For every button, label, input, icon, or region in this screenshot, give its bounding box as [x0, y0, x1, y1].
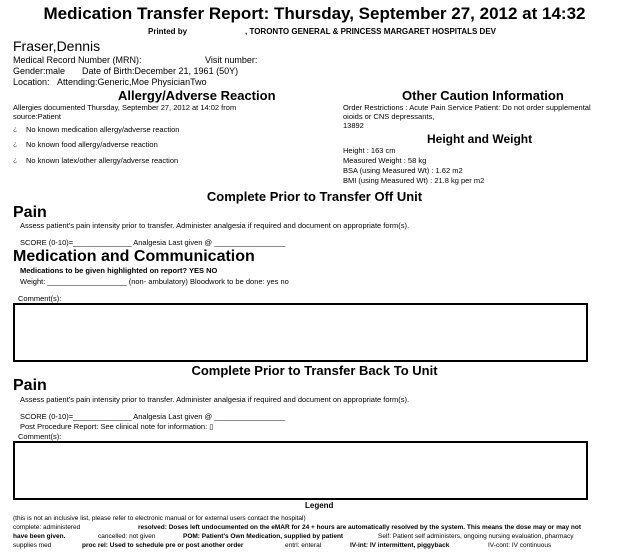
bullet-icon: ¿ [13, 126, 18, 133]
patient-gender: Gender:male [13, 66, 66, 76]
pain-instruction: Assess patient's pain intensity prior to transfer. Administer analgesia if required and document on appropriate form(s). [20, 221, 410, 230]
legend-complete: complete: administered [13, 524, 81, 531]
legend-cancelled: cancelled: not given [98, 533, 156, 540]
allergy-item: No known medication allergy/adverse reaction [26, 125, 180, 134]
pain-instruction: Assess patient's pain intensity prior to transfer. Administer analgesia if required and document on appropriate form(s). [20, 395, 410, 404]
caution-line2: oioids or CNS depressants, [343, 112, 435, 121]
weight-value: Measured Weight : 58 kg [343, 156, 427, 165]
height-value: Height : 163 cm [343, 146, 396, 155]
legend-note: (this is not an inclusive list, please refer to electronic manual or for external users contact the hospital) [13, 515, 306, 522]
patient-name: Fraser,Dennis [13, 38, 101, 54]
pain-score-line: SCORE (0-10)=______________ Analgesia Last given @ _________________ [20, 412, 286, 421]
legend-given: have been given. [13, 533, 66, 540]
mrn-label: Medical Record Number (MRN): [13, 55, 142, 65]
report-title: Medication Transfer Report: Thursday, September 27, 2012 at 14:32 [43, 4, 586, 23]
legend-entrl: entrl: enteral [285, 542, 322, 549]
caution-line3: 13892 [343, 121, 364, 130]
comments-label: Comment(s): [18, 432, 62, 441]
legend-resolved: resolved: Doses left undocumented on the eMAR for 24 + hours are automatically resolved by the system. This means the dose may or may not [138, 524, 582, 531]
pain-heading: Pain [13, 377, 47, 394]
legend-heading: Legend [305, 501, 334, 510]
printed-by-label: Printed by [148, 27, 188, 36]
legend-proc-rel: proc rel: Used to schedule pre or post another order [82, 542, 244, 549]
attending-physician: Attending:Generic,Moe PhysicianTwo [57, 77, 207, 87]
medications-highlighted: Medications to be given highlighted on report? YES NO [20, 266, 218, 275]
comments-label: Comment(s): [18, 294, 62, 303]
legend-self: Self: Patient self administers, ongoing nursing evaluation, pharmacy [378, 533, 574, 540]
visit-number-label: Visit number: [205, 55, 258, 65]
allergy-item: No known latex/other allergy/adverse reaction [26, 156, 179, 165]
allergy-heading: Allergy/Adverse Reaction [118, 88, 276, 103]
caution-heading: Other Caution Information [402, 88, 564, 103]
legend-iv-cont: IV-cont: IV continuous [488, 542, 552, 549]
legend-iv-int: IV-int: IV intermittent, piggyback [350, 542, 450, 549]
comments-box-back[interactable] [13, 441, 588, 500]
allergy-item: No known food allergy/adverse reaction [26, 140, 158, 149]
allergy-source: source:Patient [13, 112, 61, 121]
pain-heading: Pain [13, 204, 47, 221]
allergy-documented: Allergies documented Thursday, September 27, 2012 at 14:02 from [13, 103, 237, 112]
bullet-icon: ¿ [13, 141, 18, 148]
bsa-value: BSA (using Measured Wt) : 1.62 m2 [343, 166, 463, 175]
caution-order-restrictions: Order Restrictions : Acute Pain Service Patient: Do not order supplemental [343, 103, 591, 112]
height-weight-heading: Height and Weight [427, 132, 533, 146]
weight-bloodwork-line: Weight: ___________________ (non- ambulatory) Bloodwork to be done: yes no [20, 277, 289, 286]
location-label: Location: [13, 77, 50, 87]
transfer-back-heading: Complete Prior to Transfer Back To Unit [191, 363, 438, 378]
legend-pom: POM: Patient's Own Medication, supplied by patient [183, 533, 344, 540]
post-procedure-report: Post Procedure Report: See clinical note for information: ▯ [20, 422, 214, 431]
comments-box-off[interactable] [13, 303, 588, 362]
patient-dob: Date of Birth:December 21, 1961 (50Y) [82, 66, 239, 76]
pain-score-line: SCORE (0-10)=______________ Analgesia Last given @ _________________ [20, 238, 286, 247]
bmi-value: BMI (using Measured Wt) : 21.8 kg per m2 [343, 176, 485, 185]
legend-supplies: supplies med [13, 542, 52, 549]
transfer-off-heading: Complete Prior to Transfer Off Unit [206, 189, 423, 204]
hospital-name: , TORONTO GENERAL & PRINCESS MARGARET HOSPITALS DEV [245, 27, 496, 36]
bullet-icon: ¿ [13, 157, 18, 164]
medication-communication-heading: Medication and Communication [13, 248, 255, 265]
